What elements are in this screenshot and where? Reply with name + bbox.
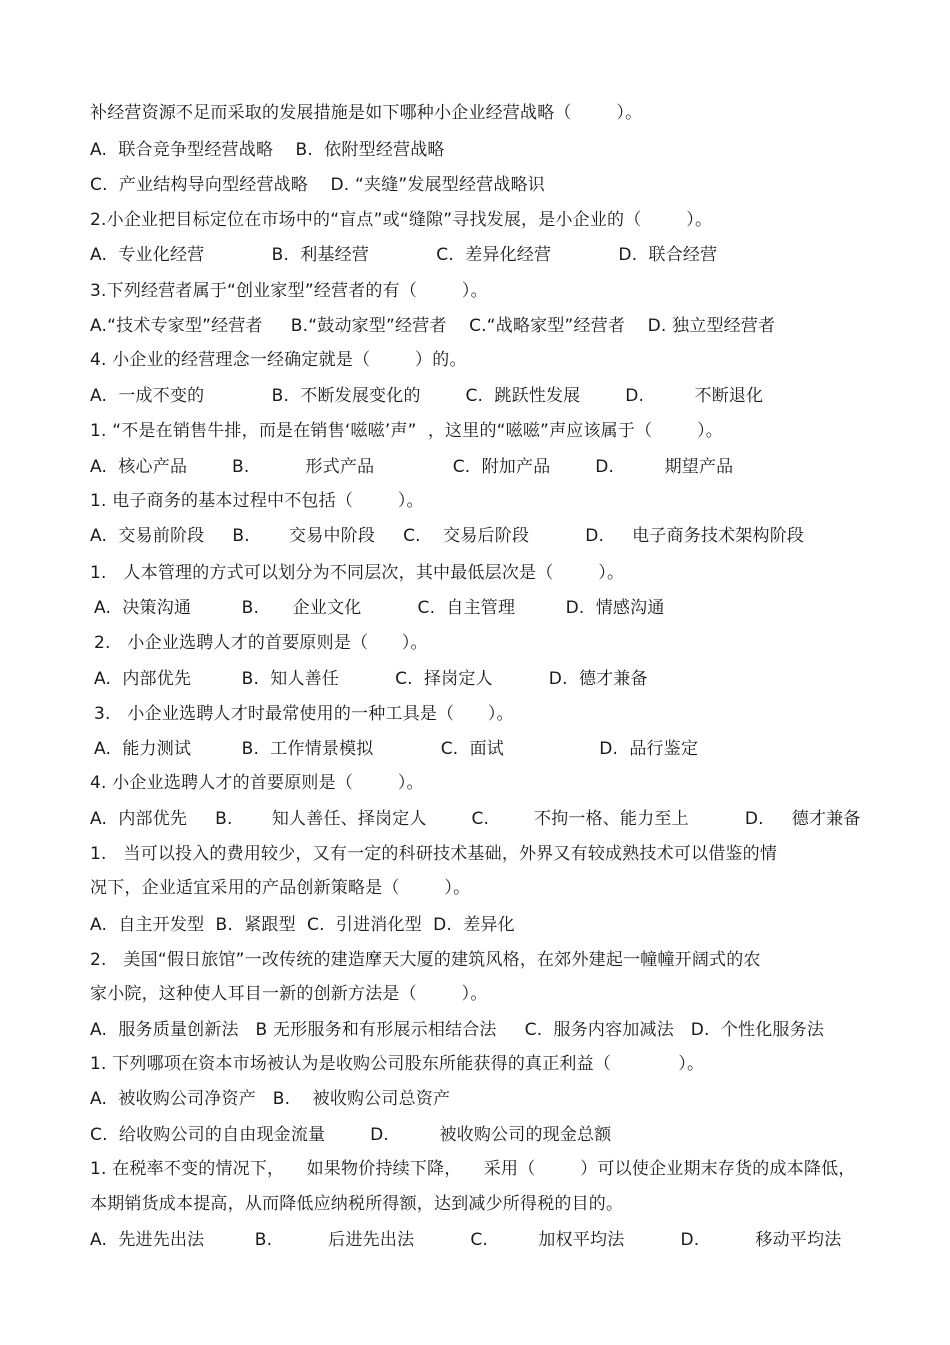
text-line: 1. 电子商务的基本过程中不包括（ ）。 [90,491,424,511]
text-line: C. 给收购公司的自由现金流量 D. 被收购公司的现金总额 [90,1125,612,1145]
text-line: A. 交易前阶段 B. 交易中阶段 C. 交易后阶段 D. 电子商务技术架构阶段 [90,526,805,546]
text-line: A.“技术专家型”经营者 B.“鼓动家型”经营者 C.“战略家型”经营者 D. 独立型经营者 [90,316,776,336]
text-line: 1. “不是在销售牛排，而是在销售‘嗞嗞’声” ，这里的“嗞嗞”声应该属于（ ）。 [90,421,723,441]
text-line: A. 内部优先 B. 知人善任、择岗定人 C. 不拘一格、能力至上 D. 德才兼备 [90,809,861,829]
text-line: 4. 小企业选聘人才的首要原则是（ ）。 [90,773,424,793]
text-line: A. 一成不变的 B. 不断发展变化的 C. 跳跃性发展 D. 不断退化 [90,386,764,406]
text-line: C. 产业结构导向型经营战略 D. “夹缝”发展型经营战略识 [90,175,546,195]
text-line: 补经营资源不足而采取的发展措施是如下哪种小企业经营战略（ ）。 [90,103,643,123]
text-line: A. 专业化经营 B. 利基经营 C. 差异化经营 D. 联合经营 [90,245,718,265]
text-line: A. 先进先出法 B. 后进先出法 C. 加权平均法 D. 移动平均法 [90,1230,842,1250]
text-line: A. 联合竞争型经营战略 B. 依附型经营战略 [90,140,445,160]
text-line: 1. 当可以投入的费用较少，又有一定的科研技术基础，外界又有较成熟技术可以借鉴的情 [90,844,778,864]
text-line: 2. 美国“假日旅馆”一改传统的建造摩天大厦的建筑风格，在郊外建起一幢幢开阔式的农 [90,950,761,970]
text-line: A. 内部优先 B. 知人善任 C. 择岗定人 D. 德才兼备 [94,669,648,689]
text-line: 2.小企业把目标定位在市场中的“盲点”或“缝隙”寻找发展，是小企业的（ ）。 [90,210,713,230]
text-line: 2. 小企业选聘人才的首要原则是（ ）。 [94,633,428,653]
text-line: 3. 小企业选聘人才时最常使用的一种工具是（ ）。 [94,704,514,724]
text-line: A. 自主开发型 B. 紧跟型 C. 引进消化型 D. 差异化 [90,915,515,935]
text-line: 1. 人本管理的方式可以划分为不同层次，其中最低层次是（ ）。 [90,563,625,583]
text-line: 1. 在税率不变的情况下， 如果物价持续下降， 采用（ ）可以使企业期末存货的成本降低， [90,1159,856,1179]
text-line: 本期销货成本提高，从而降低应纳税所得额，达到减少所得税的目的。 [90,1194,624,1214]
text-line: 况下，企业适宜采用的产品创新策略是（ ）。 [90,878,471,898]
text-line: A. 被收购公司净资产 B. 被收购公司总资产 [90,1089,451,1109]
text-line: 1. 下列哪项在资本市场被认为是收购公司股东所能获得的真正利益（ ）。 [90,1054,705,1074]
text-line: A. 能力测试 B. 工作情景模拟 C. 面试 D. 品行鉴定 [94,739,699,759]
text-line: 3.下列经营者属于“创业家型”经营者的有（ ）。 [90,281,488,301]
text-line: 家小院，这种使人耳目一新的创新方法是（ ）。 [90,984,488,1004]
text-line: A. 决策沟通 B. 企业文化 C. 自主管理 D. 情感沟通 [94,598,665,618]
text-line: A. 核心产品 B. 形式产品 C. 附加产品 D. 期望产品 [90,457,734,477]
text-line: 4. 小企业的经营理念一经确定就是（ ）的。 [90,350,467,370]
text-line: A. 服务质量创新法 B 无形服务和有形展示相结合法 C. 服务内容加减法 D. 个性化服务法 [90,1020,825,1040]
